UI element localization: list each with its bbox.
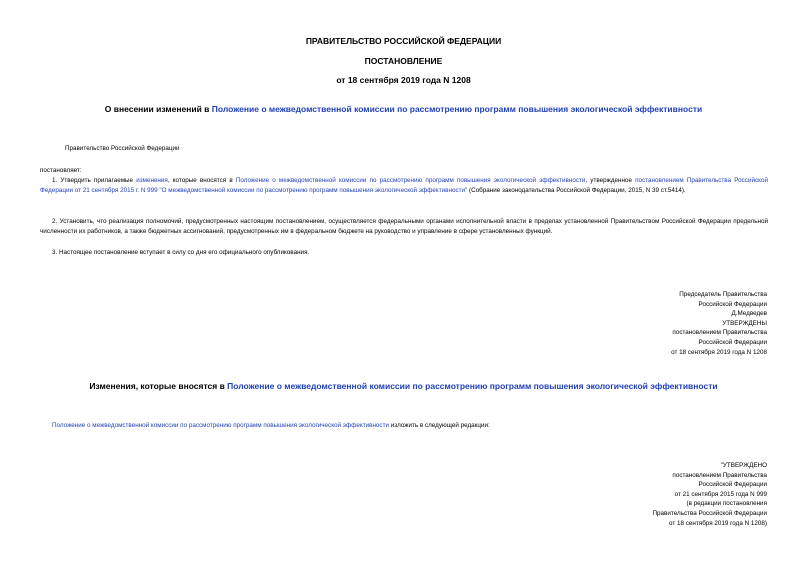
document-title-link[interactable]: Положение о межведомственной комиссии по рассмотрению программ повышения экологической эффективности bbox=[211, 104, 703, 114]
government-heading: ПРАВИТЕЛЬСТВО РОССИЙСКОЙ ФЕДЕРАЦИИ bbox=[305, 36, 502, 46]
approved-line: Правительства Российской Федерации bbox=[652, 509, 767, 517]
changes-statement-rest: изложить в следующей редакции: bbox=[388, 422, 490, 429]
document-type: ПОСТАНОВЛЕНИЕ bbox=[364, 56, 443, 66]
approved-line: постановлением Правительства bbox=[672, 471, 767, 479]
paragraph-1-part-c: , утвержденное bbox=[585, 177, 636, 184]
paragraph-1-part-a: 1. Утвердить прилагаемые bbox=[52, 177, 137, 184]
paragraph-3: 3. Настоящее постановление вступает в силу со дня его официального опубликования. bbox=[52, 249, 310, 256]
regulation-link[interactable]: Положение о межведомственной комиссии по рассмотрению программ повышения экологической эффективности bbox=[235, 177, 586, 184]
changes-statement-link[interactable]: Положение о межведомственной комиссии по рассмотрению программ повышения экологической эффективности bbox=[52, 422, 389, 429]
changes-title bbox=[0, 381, 807, 391]
changes-link[interactable]: изменения bbox=[136, 177, 168, 184]
signature-line: от 18 сентября 2019 года N 1208 bbox=[671, 348, 767, 356]
signature-block bbox=[671, 290, 767, 357]
paragraph-1 bbox=[40, 176, 768, 196]
approved-block bbox=[653, 461, 767, 528]
changes-title-prefix: Изменения, которые вносятся в bbox=[89, 381, 228, 391]
changes-title-link[interactable]: Положение о межведомственной комиссии по рассмотрению программ повышения экологической эффективности bbox=[227, 381, 718, 391]
issuer-text: Правительство Российской Федерации bbox=[65, 145, 180, 152]
approved-line: от 21 сентября 2015 года N 999 bbox=[674, 490, 767, 498]
changes-statement bbox=[52, 421, 490, 431]
approved-line: "УТВЕРЖДЕНО bbox=[720, 462, 767, 469]
document-title bbox=[0, 104, 807, 114]
signature-line: Председатель Правительства bbox=[679, 291, 767, 298]
signature-line: постановлением Правительства bbox=[672, 329, 767, 337]
paragraph-1-part-d: (Собрание законодательства Российской Федерации, 2015, N 39 ст.5414). bbox=[467, 187, 686, 194]
approved-line: от 18 сентября 2019 года N 1208) bbox=[669, 519, 767, 527]
document-date-number: от 18 сентября 2019 года N 1208 bbox=[336, 75, 471, 85]
resolution-999-link[interactable]: постановлением Правительства Российской Федерации от 21 сентября 2015 г. N 999 "О межведомственной комиссии по рассмотрению программ повышения экологической эффективности" bbox=[40, 177, 768, 194]
signature-line: УТВЕРЖДЕНЫ bbox=[722, 319, 767, 327]
approved-line: Российской Федерации bbox=[698, 481, 767, 489]
resolves-text: постановляет: bbox=[40, 167, 82, 174]
signature-line: Д.Медведев bbox=[731, 310, 767, 318]
approved-line: (в редакции постановления bbox=[686, 500, 767, 508]
signature-line: Российской Федерации bbox=[698, 338, 767, 346]
document-title-prefix: О внесении изменений в bbox=[104, 104, 212, 114]
signature-line: Российской Федерации bbox=[698, 300, 767, 308]
paragraph-2: 2. Установить, что реализация полномочий, предусмотренных настоящим постановлением, осуществляется федеральными органами исполнительной власти в пределах установленной Правительством Российской Федерации предельной численности их работников, а также бюджетных ассигнований, предусмотренных им в федеральном бюджете на руководство и управление в сфере установленных функций. bbox=[40, 218, 768, 235]
paragraph-1-part-b: , которые вносятся в bbox=[167, 177, 236, 184]
